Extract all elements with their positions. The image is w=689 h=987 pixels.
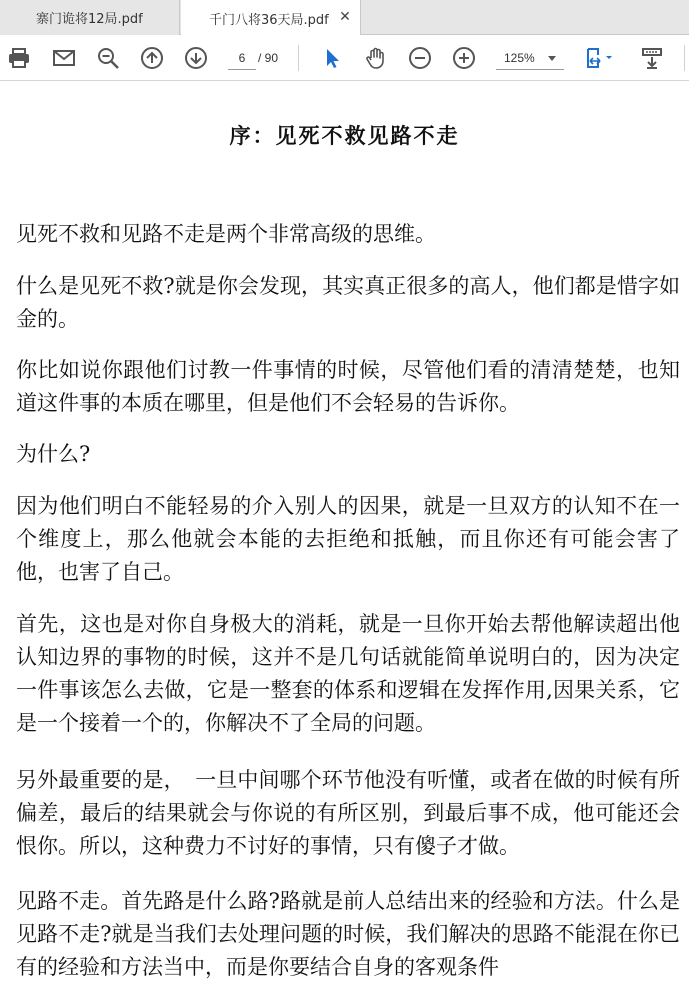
- chevron-down-icon: [548, 56, 556, 61]
- paragraph: 见死不救和见路不走是两个非常高级的思维。: [16, 222, 436, 246]
- zoom-level-select[interactable]: [496, 46, 564, 70]
- zoom-value: 125%: [504, 51, 535, 65]
- zoom-in-icon[interactable]: [450, 44, 478, 72]
- paragraph: 什么是见死不救?就是你会发现，其实真正很多的高人，他们都是惜字如金的。: [16, 274, 680, 331]
- close-icon[interactable]: ✕: [339, 9, 351, 25]
- paragraph: 因为他们明白不能轻易的介入别人的因果，就是一旦双方的认知不在一个维度上，那么他就会本能的去拒绝和抵触，而且你还有可能会害了他，也害了自己。: [16, 494, 680, 584]
- document-title: 序：见死不救见路不走: [229, 123, 460, 148]
- fit-width-icon[interactable]: [582, 44, 618, 72]
- tab-document-1[interactable]: [0, 0, 180, 35]
- email-icon[interactable]: [50, 44, 78, 72]
- paragraph: 另外最重要的是， 一旦中间哪个环节他没有听懂，或者在做的时候有所偏差，最后的结果就会与你说的有所区别，到最后事不成，他可能还会恨你。所以，这种费力不讨好的事情，只有傻子才做。: [16, 768, 680, 858]
- toolbar-divider: [298, 45, 299, 71]
- zoom-search-icon[interactable]: [94, 44, 122, 72]
- tab-label: 千门八将36天局.pdf: [209, 12, 329, 28]
- toolbar: [0, 35, 689, 81]
- document-page[interactable]: [0, 82, 689, 987]
- more-tools-icon[interactable]: [638, 44, 666, 72]
- page-total: / 90: [258, 51, 279, 65]
- tab-bar: [0, 0, 689, 35]
- toolbar-divider: [684, 45, 685, 71]
- zoom-out-icon[interactable]: [406, 44, 434, 72]
- hand-tool-icon[interactable]: [362, 44, 390, 72]
- tab-label: 寨门诡将12局.pdf: [36, 12, 143, 27]
- paragraph: 见路不走。首先路是什么路?路就是前人总结出来的经验和方法。什么是见路不走?就是当我们去处理问题的时候，我们解决的思路不能混在你已有的经验和方法当中，而是你要结合自身的客观条件: [16, 889, 680, 979]
- tab-document-2[interactable]: [181, 0, 361, 36]
- print-icon[interactable]: [5, 44, 33, 72]
- page-down-icon[interactable]: [182, 44, 210, 72]
- paragraph: 首先，这也是对你自身极大的消耗，就是一旦你开始去帮他解读超出他认知边界的事物的时候，这并不是几句话就能简单说明白的，因为决定一件事该怎么去做，它是一整套的体系和逻辑在发挥作用,因果关系，它是一个接着一个的，你解决不了全局的问题。: [16, 612, 680, 735]
- paragraph: 你比如说你跟他们讨教一件事情的时候，尽管他们看的清清楚楚，也知道这件事的本质在哪里，但是他们不会轻易的告诉你。: [16, 358, 680, 415]
- select-cursor-icon[interactable]: [318, 44, 346, 72]
- page-number-input[interactable]: 6: [228, 46, 256, 70]
- page-up-icon[interactable]: [138, 44, 166, 72]
- paragraph: 为什么?: [16, 442, 91, 466]
